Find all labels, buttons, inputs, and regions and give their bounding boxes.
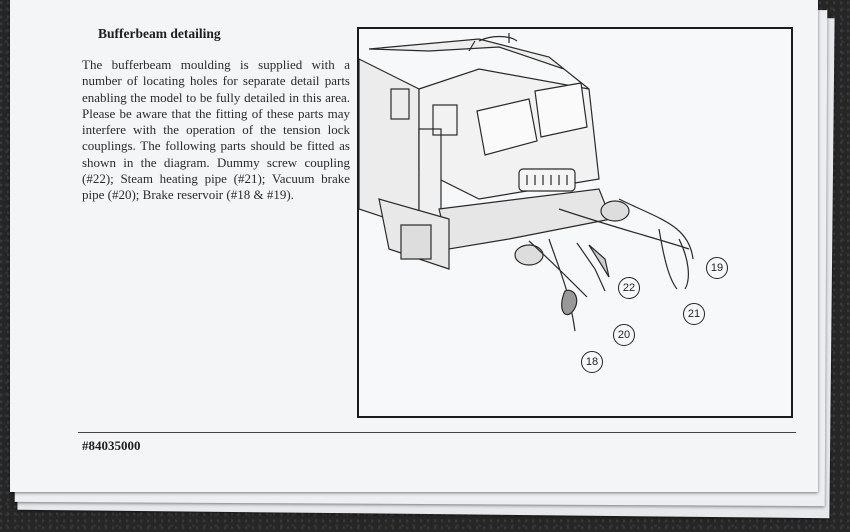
- step-boxes: [401, 225, 431, 259]
- part-22-detail: [589, 245, 609, 277]
- locomotive-diagram: [357, 27, 793, 418]
- callout-20: 20: [613, 324, 635, 346]
- vacuum-brake-pipe: [529, 241, 587, 297]
- cab-door: [419, 129, 441, 225]
- callout-22: 22: [618, 277, 640, 299]
- callout-18: 18: [581, 351, 603, 373]
- part-20-detail: [562, 290, 577, 314]
- buffer-left: [515, 245, 543, 265]
- instruction-paragraph: The bufferbeam moulding is supplied with a number of locating holes for separate detail parts enabling the model to be fully detailed in this area. Please be aware that the fitting of these parts may interfere with the operation of the tension lock couplings. The following parts should be fitted as shown in the diagram. Dummy screw coupling (#22); Steam heating pipe (#21); Vacuum brake pipe (#20); Brake reservoir (#18 & #19).: [82, 57, 350, 203]
- windscreen-right: [535, 83, 587, 137]
- catalogue-number: #84035000: [82, 438, 141, 453]
- instruction-page: [10, 0, 818, 492]
- brake-reservoir-hose: [619, 199, 693, 259]
- callout-19: 19: [706, 257, 728, 279]
- locomotive-drawing: [359, 29, 791, 416]
- callout-21: 21: [683, 303, 705, 325]
- footer-rule: [78, 432, 796, 433]
- screw-coupling: [577, 243, 605, 291]
- brake-reservoir-left: [549, 239, 575, 331]
- bufferbeam: [439, 189, 611, 249]
- buffer-right: [601, 201, 629, 221]
- section-heading: Bufferbeam detailing: [98, 26, 221, 41]
